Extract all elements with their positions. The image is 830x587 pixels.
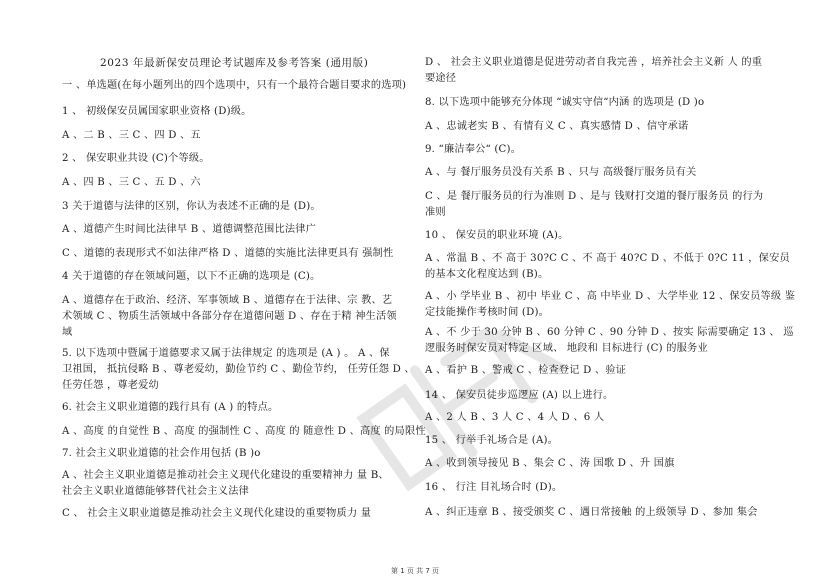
page-footer: 第 1 页 共 7 页: [390, 567, 440, 575]
left-line: 任劳任怨 ，尊老爱幼: [62, 380, 159, 391]
left-line: 5. 以下选项中暨属于道德要求又属于法律规定 的选项是 (A ) 。 A 、保: [62, 348, 390, 359]
right-line: A 、纠正违章 B 、接受颁奖 C 、遇日常接触 的上级领导 D 、参加 集会: [425, 507, 758, 518]
left-line: A 、四 B 、三 C 、五 D 、六: [62, 177, 201, 188]
left-line: C 、 社会主义职业道德是推动社会主义现代化建设的重要物质力 量: [62, 508, 372, 519]
right-line: A 、忠诚老实 B 、有情有义 C 、真实感情 D 、信守承诺: [425, 121, 689, 132]
right-line: 10 、 保安员的职业环境 (A)。: [425, 230, 569, 241]
right-line: A 、收到领导接见 B 、集会 C 、涛 国歌 D 、升 国旗: [425, 458, 675, 469]
right-line: A 、不 少于 30 分钟 B 、60 分钟 C 、90 分钟 D 、按实 际需要确定 13 、 巡: [425, 327, 794, 338]
right-line: 14 、 保安员徒步巡逻应 (A) 以上进行。: [425, 390, 614, 401]
left-line: A 、社会主义职业道德是推动社会主义现代化建设的重要精神力 量 B、: [62, 470, 389, 481]
left-line: 2 、 保安职业共设 (C)个等级。: [62, 153, 210, 164]
left-line: A 、高度 的自觉性 B 、高度 的强制性 C 、高度 的 随意性 D 、高度 的局限性: [62, 426, 426, 437]
left-line: 1 、 初级保安员属国家职业资格 (D)级。: [62, 106, 252, 117]
left-line: 6. 社会主义职业道德的践行具有 (A ) 的特点。: [62, 402, 279, 413]
left-line: 术领域 C 、物质生活领域中各部分存在道德问题 D 、存在于精 神生活领: [62, 311, 397, 322]
right-line: A 、看护 B 、警戒 C 、检查登记 D 、验证: [425, 365, 627, 376]
left-line: A 、二 B 、三 C 、四 D 、五: [62, 130, 201, 141]
left-line: A 、道德产生时间比法律早 B 、道德调整范围比法律广: [62, 224, 317, 235]
right-line: 16 、 行注 目礼场合时 (D)。: [425, 482, 563, 493]
right-line: 准则: [425, 207, 446, 218]
left-line: 3 关于道德与法律的区别，你认为表述不正确的是 (D)。: [62, 201, 321, 212]
right-line: A 、常温 B 、不 高于 30?C C 、不 高于 40?C D 、不低于 0?C 11 ，保安员: [425, 253, 790, 264]
right-line: 9. “廉洁奉公“ (C)。: [425, 144, 522, 155]
left-line: 一 、单选题(在每小题列出的四个选项中，只有一个最符合题目要求的选项): [62, 80, 407, 91]
document-title: 2023 年最新保安员理论考试题库及参考答案 (通用版): [100, 57, 369, 69]
right-line: 的基本文化程度达到 (B)。: [425, 269, 549, 280]
left-line: C 、道德的表现形式不如法律严格 D 、道德的实施比法律更具有 强制性: [62, 248, 394, 259]
left-line: A 、道德存在于政治、经济、军事领域 B 、道德存在于法律、宗 教、艺: [62, 295, 393, 306]
right-line: A 、2 人 B 、3 人 C 、4 人 D 、6 人: [425, 412, 605, 423]
right-line: C 、是 餐厅服务员的行为准则 D 、是与 钱财打交道的餐厅服务员 的行为: [425, 191, 764, 202]
right-line: 定技能操作考核时间 (D)。: [425, 307, 550, 318]
left-line: 域: [62, 327, 73, 338]
left-line: 4 关于道德的存在领域问题，以下不正确的选项是 (C)。: [62, 271, 321, 282]
right-line: 逻服务时保安员对特定 区域、 地段和 目标进行 (C) 的服务业: [425, 343, 708, 354]
right-line: A 、与 餐厅服务员没有关系 B 、只与 高级餐厅服务员有关: [425, 167, 697, 178]
right-line: D 、 社会主义职业道德是促进劳动者自我完善 ，培养社会主义新 人 的重: [425, 57, 763, 68]
right-line: 要途径: [425, 73, 457, 84]
right-line: A 、小 学毕业 B 、初中 毕业 C 、高 中毕业 D 、大学毕业 12 、保安员等级 鉴: [425, 291, 796, 302]
left-line: 7. 社会主义职业道德的社会作用包括 (B )o: [62, 448, 261, 459]
left-line: 卫祖国， 抵抗侵略 B 、尊老爱幼，勤俭节约 C 、勤俭节约， 任劳任怨 D 、: [62, 364, 415, 375]
right-line: 15 、 行举手礼场合是 (A)。: [425, 435, 559, 446]
left-line: 社会主义职业道德能够替代社会主义法律: [62, 486, 249, 497]
right-line: 8. 以下选项中能够充分体现 “诚实守信“内涵 的选项是 (D )o: [425, 97, 705, 108]
